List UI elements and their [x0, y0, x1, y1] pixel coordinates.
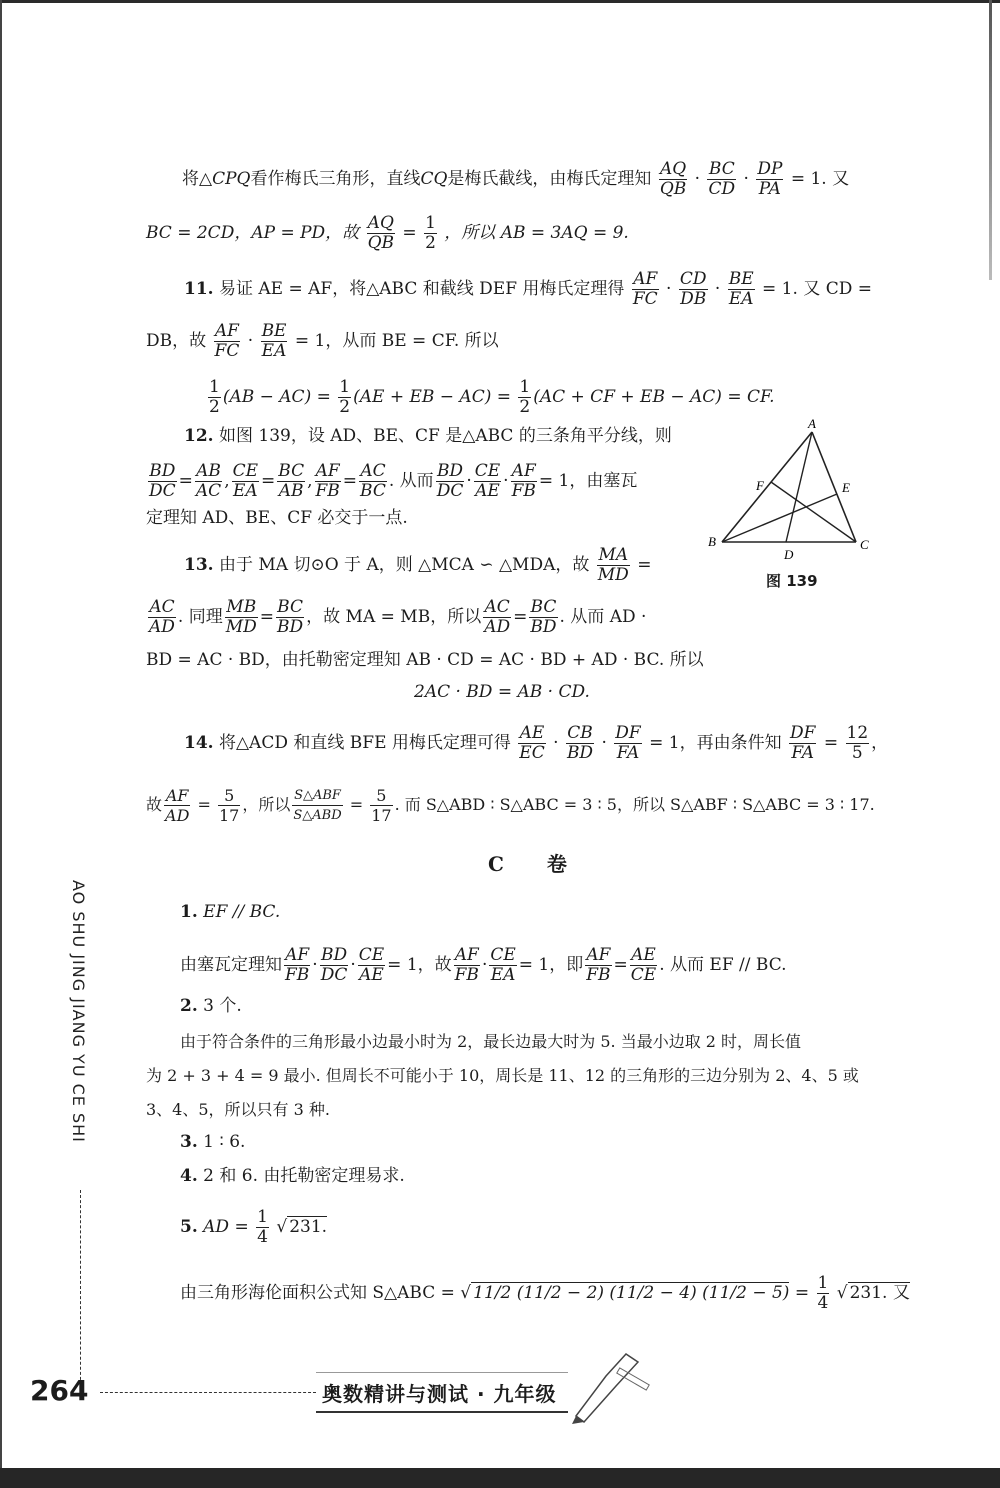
- text: ，所以: [242, 795, 291, 814]
- sqrt-value: 231. 又: [849, 1283, 910, 1303]
- c5-answer: 5. AD = $\frac{1}{4}$ √ 231.: [180, 1207, 328, 1247]
- text: 由塞瓦定理知: [180, 955, 282, 975]
- c2-line3: [146, 1098, 330, 1122]
- text: (AE + EB − AC) =: [353, 387, 511, 407]
- problem-number: 5.: [180, 1217, 198, 1237]
- numerator: BE: [728, 269, 754, 289]
- fraction: [474, 462, 501, 501]
- denominator: FA: [791, 743, 815, 763]
- fraction: [614, 724, 641, 763]
- p14-line2: 故 $\frac{AF}{AD}$ = $\frac{5}{17}$ ，所以 S△ABF S△ABD = $\frac{5}{17}$ . 而 S△ABD ∶ S△ABC = 3 ∶ 5，所以 S△ABF ∶ S△ABC = 3 ∶ 17.: [146, 786, 875, 825]
- numerator: AC: [360, 461, 386, 481]
- text: 1 ∶ 6.: [203, 1132, 246, 1152]
- denominator: 2: [425, 233, 436, 253]
- denominator: 2: [209, 397, 220, 417]
- text: CQ: [420, 169, 448, 189]
- denominator: DC: [320, 965, 348, 985]
- fraction: [511, 462, 537, 501]
- numerator: AF: [633, 269, 658, 289]
- fraction: [214, 322, 241, 361]
- p12-line2: $\frac{BD}{DC}$ = $\frac{AB}{AC}$ , $\frac{CE}{EA}$ = $\frac{BC}{AB}$ , $\frac{AF}{FB}$ = $\frac{AC}{BC}$ . 从而 $\frac{BD}{DC}$ · $\frac{CE}{AE}$ · $\frac{AF}{FB}$ = 1，由塞瓦: [149, 461, 638, 501]
- label-d: D: [784, 547, 794, 562]
- text: . 从而: [388, 471, 434, 491]
- p11-equation: [206, 378, 775, 417]
- numerator: AF: [315, 461, 340, 481]
- p10-line1: 将△CPQ看作梅氏三角形，直线CQ是梅氏截线，由梅氏定理知 $\frac{AQ}{QB}$ · $\frac{BC}{CD}$ · $\frac{DP}{PA}$ = 1. 又: [182, 159, 850, 199]
- fraction: [518, 724, 545, 763]
- numerator: 1: [817, 1273, 829, 1293]
- c2-line1: [180, 1030, 801, 1054]
- denominator: QB: [659, 179, 687, 199]
- fraction: [276, 598, 304, 637]
- numerator: AF: [214, 321, 239, 341]
- p13-line1: [184, 546, 651, 585]
- numerator: CD: [679, 269, 707, 289]
- text: 将△ACD 和直线 BFE 用梅氏定理可得: [218, 733, 511, 753]
- numerator: DF: [615, 723, 641, 743]
- fraction: [277, 462, 305, 501]
- denominator: FB: [586, 965, 611, 985]
- denominator: QB: [367, 233, 394, 253]
- p13-line3: [146, 648, 704, 672]
- denominator: AD: [165, 806, 190, 825]
- text: =: [794, 1283, 810, 1303]
- text: EF // BC.: [203, 902, 281, 922]
- fraction: [707, 160, 736, 199]
- problem-number: 4.: [180, 1166, 198, 1186]
- fraction: [846, 724, 870, 763]
- fraction: [338, 378, 351, 417]
- numerator: CB: [567, 723, 593, 743]
- numerator: AF: [165, 786, 189, 805]
- denominator: 2: [519, 397, 531, 417]
- c1-explanation: 由塞瓦定理知 $\frac{AF}{FB}$ · $\frac{BD}{DC}$ · $\frac{CE}{AE}$ = 1，故 $\frac{AF}{FB}$ · $\frac{CE}{EA}$ = 1，即 $\frac{AF}{FB}$ = $\frac{AE}{CE}$ . 从而 EF // BC.: [180, 945, 787, 985]
- text: 看作梅氏三角形，直线: [250, 169, 421, 189]
- text: 由三角形海伦面积公式知 S△ABC =: [180, 1283, 455, 1303]
- text: . 而 S△ABD ∶ S△ABC = 3 ∶ 5，所以 S△ABF ∶ S△ABC = 3 ∶ 17.: [394, 795, 875, 814]
- fraction: [789, 724, 816, 763]
- scan-left-edge: [0, 0, 2, 1488]
- fraction: [728, 270, 755, 309]
- fraction: [232, 462, 259, 501]
- numerator: AF: [285, 945, 310, 965]
- numerator: BC: [277, 597, 303, 617]
- text: = 1，从而 BE = CF. 所以: [294, 331, 499, 351]
- text: . 从而 EF // BC.: [659, 955, 787, 975]
- numerator: BE: [261, 321, 287, 341]
- figure-caption: 图 139: [766, 572, 818, 590]
- denominator: AD: [149, 617, 175, 637]
- fraction: [218, 786, 240, 825]
- fraction: [370, 786, 392, 825]
- numerator: AQ: [659, 159, 687, 179]
- text: = 1，即: [518, 955, 584, 975]
- text: 是梅氏截线，由梅氏定理知: [447, 169, 652, 189]
- fraction: [148, 598, 176, 637]
- text: =: [637, 555, 652, 575]
- pencil-ruler-icon: [566, 1346, 656, 1426]
- numerator: S△ABF: [292, 786, 342, 806]
- text: 易证 AE = AF，将△ABC 和截线 DEF 用梅氏定理得: [218, 279, 625, 299]
- text: (AB − AC) =: [222, 387, 331, 407]
- problem-number: 2.: [180, 996, 198, 1016]
- fraction: [315, 462, 341, 501]
- denominator: AE: [475, 481, 500, 501]
- fraction: [292, 786, 342, 825]
- text: = 1. 又 CD =: [762, 279, 872, 299]
- scan-top-edge: [0, 0, 1000, 3]
- p11-line2: DB，故 $\frac{AF}{FC}$ · $\frac{BE}{EA}$ = 1，从而 BE = CF. 所以: [146, 321, 499, 361]
- text: = 1，再由条件知: [649, 733, 782, 753]
- denominator: EA: [232, 481, 258, 501]
- fraction: [436, 462, 465, 501]
- numerator: CE: [474, 461, 501, 481]
- text: BC = 2CD，AP = PD，故: [146, 223, 360, 243]
- denominator: 4: [817, 1293, 829, 1313]
- footer-dashed-line: [100, 1392, 316, 1393]
- numerator: AF: [586, 945, 611, 965]
- fraction: [518, 378, 531, 417]
- denominator: EA: [728, 289, 754, 309]
- fraction: [529, 598, 557, 637]
- fraction: [164, 786, 190, 825]
- p13-line2: $\frac{AC}{AD}$ . 同理 $\frac{MB}{MD}$ = $\frac{BC}{BD}$ ，故 MA = MB，所以 $\frac{AC}{AD}$ = $\frac{BC}{BD}$ . 从而 AD ·: [149, 597, 647, 637]
- text: 2AC · BD = AB · CD.: [414, 682, 590, 702]
- scan-bottom-edge: [0, 1468, 1000, 1488]
- denominator: BD: [566, 743, 594, 763]
- c5-heron: 由三角形海伦面积公式知 S△ABC = √ 11/2 (11/2 − 2) (11/2 − 4) (11/2 − 5) = $\frac{1}{4}$ √ 231. 又: [180, 1273, 910, 1313]
- c2-answer: [180, 994, 242, 1018]
- text: = 1，故: [387, 955, 452, 975]
- text: DB，故: [146, 331, 207, 351]
- numerator: CE: [358, 945, 385, 965]
- fraction: [358, 946, 385, 985]
- denominator: S△ABD: [293, 808, 342, 823]
- text: 3、4、5，所以只有 3 种.: [146, 1100, 330, 1119]
- fraction: [483, 598, 511, 637]
- numerator: BD: [149, 461, 176, 481]
- page-number: 264: [30, 1374, 89, 1407]
- denominator: FB: [454, 965, 479, 985]
- p10-line2: [146, 214, 629, 253]
- side-dashed-line: [80, 1190, 81, 1390]
- fraction: [679, 270, 708, 309]
- text: 将△: [182, 169, 213, 189]
- fraction: [359, 462, 387, 501]
- denominator: 17: [371, 806, 392, 825]
- problem-number: 12.: [184, 426, 214, 446]
- denominator: EC: [519, 743, 545, 763]
- text: 由于 MA 切⊙O 于 A，则 △MCA ∽ △MDA，故: [218, 555, 590, 575]
- triangle-figure: [700, 418, 890, 568]
- fraction: [489, 946, 516, 985]
- label-f: F: [756, 478, 764, 493]
- c2-line2: [146, 1064, 859, 1088]
- numerator: BC: [708, 159, 735, 179]
- fraction: [424, 214, 437, 253]
- numerator: BC: [278, 461, 305, 481]
- fraction: [320, 946, 349, 985]
- p12-line3: [146, 506, 408, 530]
- numerator: CE: [490, 945, 516, 965]
- denominator: EA: [490, 965, 516, 985]
- p14-line1: 14. 将△ACD 和直线 BFE 用梅氏定理可得 $\frac{AE}{EC}$ · $\frac{CB}{BD}$ · $\frac{DF}{FA}$ = 1，再由条件知 $\frac{DF}{FA}$ = $\frac{12}{5}$ ，: [184, 723, 889, 763]
- c3-answer: [180, 1130, 245, 1154]
- text: ，: [871, 733, 889, 753]
- denominator: BD: [277, 617, 304, 637]
- fraction: [148, 462, 177, 501]
- fraction: [597, 546, 630, 585]
- text: 如图 139，设 AD、BE、CF 是△ABC 的三条角平分线，则: [218, 426, 672, 446]
- label-a: A: [808, 418, 816, 431]
- numerator: BD: [436, 461, 464, 481]
- fraction: [261, 322, 288, 361]
- numerator: 1: [257, 1207, 268, 1227]
- text: AD =: [203, 1217, 249, 1237]
- numerator: 1: [339, 377, 351, 397]
- label-e: E: [842, 480, 850, 495]
- section-title: C 卷: [488, 852, 585, 876]
- numerator: CE: [232, 461, 259, 481]
- denominator: MD: [597, 565, 629, 585]
- denominator: CE: [630, 965, 657, 985]
- radicand: 11/2 (11/2 − 2) (11/2 − 4) (11/2 − 5): [473, 1283, 790, 1303]
- text: =: [402, 223, 417, 243]
- text: . 从而 AD ·: [559, 607, 647, 627]
- numerator: 1: [519, 377, 531, 397]
- numerator: BC: [530, 597, 557, 617]
- numerator: BD: [320, 945, 348, 965]
- c1-answer: [180, 900, 280, 924]
- text: . 同理: [177, 607, 223, 627]
- fraction: [585, 946, 611, 985]
- numerator: DF: [790, 723, 816, 743]
- text: (AC + CF + EB − AC) = CF.: [533, 387, 775, 407]
- text: = 1，由塞瓦: [538, 471, 638, 491]
- denominator: BD: [530, 617, 557, 637]
- numerator: AC: [149, 597, 175, 617]
- fraction: [632, 270, 659, 309]
- text: 故: [146, 795, 163, 814]
- denominator: AE: [359, 965, 384, 985]
- numerator: 5: [370, 786, 392, 806]
- denominator: FA: [616, 743, 640, 763]
- fraction: [208, 378, 221, 417]
- label-b: B: [708, 534, 716, 549]
- denominator: DB: [680, 289, 707, 309]
- scan-right-shadow: [989, 0, 992, 280]
- fraction: [756, 160, 783, 199]
- book-title: 奥数精讲与测试 · 九年级: [322, 1382, 557, 1406]
- bisector-be: [722, 494, 837, 542]
- fraction: [630, 946, 657, 985]
- denominator: FB: [315, 481, 340, 501]
- numerator: MA: [598, 545, 629, 565]
- denominator: FC: [214, 341, 240, 361]
- side-running-title: AO SHU JING JIANG YU CE SHI: [69, 880, 88, 1143]
- problem-number: 1.: [180, 902, 198, 922]
- numerator: AB: [196, 461, 221, 481]
- problem-number: 3.: [180, 1132, 198, 1152]
- text: 由于符合条件的三角形最小边最小时为 2，最长边最大时为 5. 当最小边取 2 时，周长值: [180, 1032, 802, 1051]
- numerator: 5: [218, 786, 240, 806]
- text: BD = AC · BD，由托勒密定理知 AB · CD = AC · BD + AD · BC. 所以: [146, 650, 704, 670]
- text: 2 和 6. 由托勒密定理易求.: [203, 1166, 405, 1186]
- denominator: FC: [632, 289, 658, 309]
- fraction: [659, 160, 687, 199]
- fraction: [817, 1274, 830, 1313]
- denominator: DC: [149, 481, 176, 501]
- numerator: AC: [484, 597, 510, 617]
- fraction: [566, 724, 594, 763]
- denominator: 17: [218, 806, 240, 825]
- numerator: AQ: [367, 213, 394, 233]
- denominator: PA: [758, 179, 781, 199]
- text: ，所以 AB = 3AQ = 9.: [444, 223, 629, 243]
- denominator: EA: [261, 341, 287, 361]
- numerator: MB: [226, 597, 257, 617]
- denominator: 2: [339, 397, 351, 417]
- problem-number: 14.: [184, 733, 214, 753]
- text: CPQ: [212, 169, 251, 189]
- numerator: DP: [757, 159, 783, 179]
- numerator: AF: [511, 461, 536, 481]
- p13-equation: [414, 680, 590, 704]
- denominator: BC: [360, 481, 386, 501]
- c4-answer: [180, 1164, 405, 1188]
- denominator: FB: [285, 965, 310, 985]
- text: 为 2 + 3 + 4 = 9 最小. 但周长不可能小于 10，周长是 11、12 的三角形的三边分别为 2、4、5 或: [146, 1066, 859, 1085]
- denominator: MD: [225, 617, 257, 637]
- fraction: [225, 598, 258, 637]
- fraction: [195, 462, 222, 501]
- p12-line1: [184, 424, 672, 448]
- fraction: [454, 946, 480, 985]
- denominator: DC: [436, 481, 464, 501]
- numerator: 12: [846, 723, 869, 743]
- numerator: AE: [519, 723, 545, 743]
- text: 3 个.: [203, 996, 242, 1016]
- problem-number: 11.: [184, 279, 214, 299]
- denominator: CD: [708, 179, 736, 199]
- label-c: C: [860, 537, 869, 552]
- denominator: AD: [484, 617, 511, 637]
- fraction: [256, 1208, 269, 1247]
- fraction: [284, 946, 310, 985]
- numerator: AE: [631, 945, 656, 965]
- numerator: AF: [454, 945, 479, 965]
- denominator: AB: [278, 481, 304, 501]
- denominator: AC: [195, 481, 222, 501]
- text: = 1. 又: [790, 169, 850, 189]
- denominator: FB: [511, 481, 536, 501]
- text: 定理知 AD、BE、CF 必交于一点.: [146, 508, 408, 528]
- denominator: 5: [851, 743, 863, 763]
- numerator: 1: [209, 377, 220, 397]
- text: ，故 MA = MB，所以: [306, 607, 482, 627]
- problem-number: 13.: [184, 555, 214, 575]
- denominator: 4: [257, 1227, 268, 1247]
- sqrt-value: 231.: [289, 1217, 328, 1237]
- numerator: 1: [425, 213, 436, 233]
- p11-line1: 11. 易证 AE = AF，将△ABC 和截线 DEF 用梅氏定理得 $\frac{AF}{FC}$ · $\frac{CD}{DB}$ · $\frac{BE}{EA}$ = 1. 又 CD =: [184, 269, 872, 309]
- fraction: [367, 214, 395, 253]
